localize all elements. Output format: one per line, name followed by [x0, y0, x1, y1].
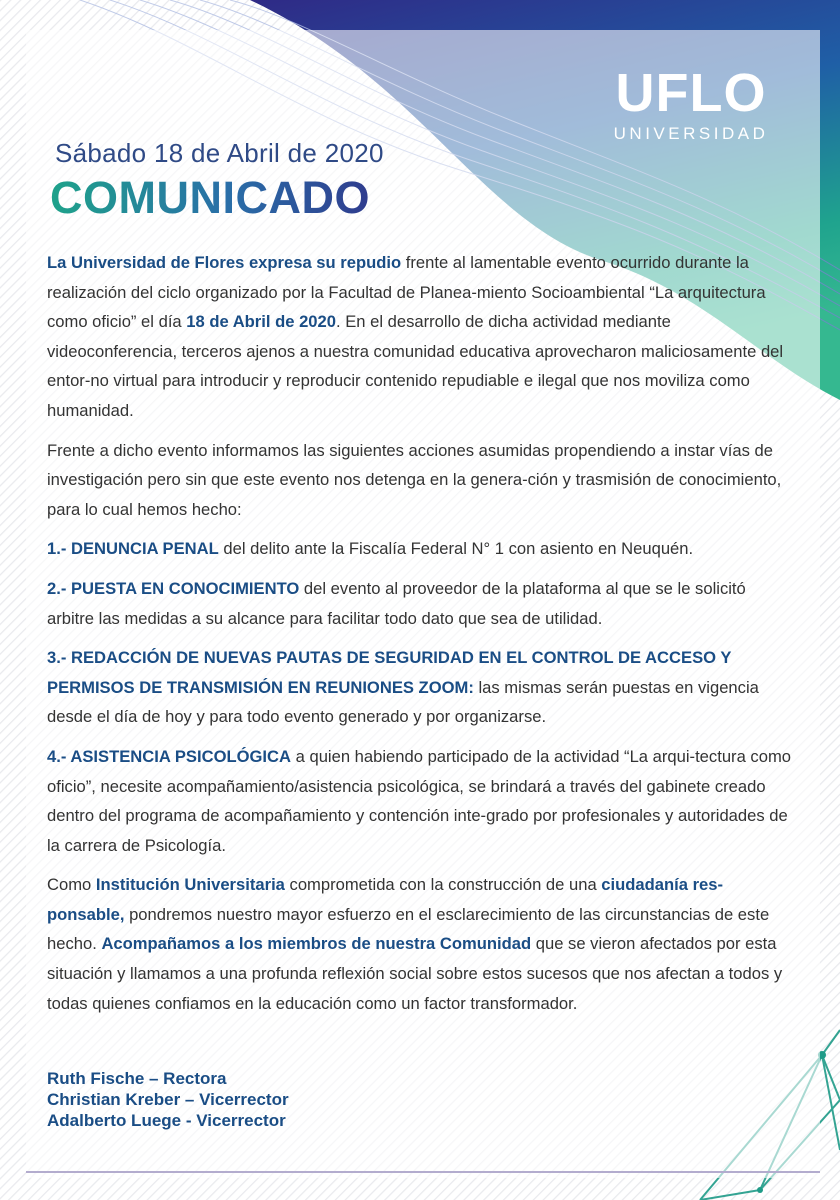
- action-item-2-title: 2.- PUESTA EN CONOCIMIENTO: [47, 578, 300, 598]
- document-body: [47, 248, 792, 1026]
- document-date: Sábado 18 de Abril de 2020: [55, 138, 384, 168]
- signature-line: Ruth Fische – Rectora: [47, 1069, 227, 1088]
- page-title: COMUNICADO: [50, 172, 370, 223]
- action-item-2-text: del evento al proveedor de la plataforma al que se le solicitó arbitre las medidas a su alcance para facilitar todo dato que sea de utilidad.: [47, 578, 746, 628]
- intro-text-2: . En el desarrollo de dicha actividad mediante videoconferencia, terceros ajenos a nuestra comunidad educativa aprovecharon maliciosamente del entor-no virtual para introducir y reproducir contenido repudiable e ilegal que nos moviliza como humanidad.: [47, 312, 784, 420]
- action-item-3: [47, 643, 792, 732]
- intro-highlight: La Universidad de Flores expresa su repudio: [47, 253, 402, 272]
- action-item-3-title: 3.- REDACCIÓN DE NUEVAS PAUTAS DE SEGURIDAD EN EL CONTROL DE ACCESO Y PERMISOS DE TRANSMISIÓN EN REUNIONES ZOOM:: [47, 648, 732, 697]
- closing-text-2: comprometida con la construcción de una: [284, 875, 602, 895]
- signature-line: Adalberto Luege - Vicerrector: [47, 1111, 286, 1130]
- action-item-3-text: las mismas serán puestas en vigencia desde el día de hoy y para todo evento generado y por organizarse.: [47, 677, 759, 727]
- closing-text-4: que se vieron afectados por esta situación y llamamos a una profunda reflexión social sobre estos sucesos que nos afectan a todos y todas quienes confiamos en la educación como un factor transformador.: [47, 934, 783, 1013]
- closing-text-1: Como: [47, 875, 96, 895]
- action-item-1: [47, 534, 792, 564]
- closing-paragraph: [47, 870, 792, 1018]
- closing-highlight-3: Acompañamos a los miembros de nuestra Comunidad: [101, 934, 532, 954]
- intro-date-highlight: 18 de Abril de 2020: [186, 312, 336, 332]
- intro-paragraph: [47, 248, 792, 426]
- uflo-logo: [604, 63, 778, 144]
- actions-intro-paragraph: Frente a dicho evento informamos las siguientes acciones asumidas propendiendo a instar vías de investigación pero sin que este evento nos detenga en la genera-ción y trasmisión de conocimiento, para lo cual hemos hecho:: [47, 440, 782, 519]
- action-item-2: [47, 574, 792, 633]
- intro-text-1: frente al lamentable evento ocurrido durante la realización del ciclo organizado por la Facultad de Planea-miento Socioambiental “La arquitectura como oficio” el día: [47, 253, 766, 332]
- action-item-4-title: 4.- ASISTENCIA PSICOLÓGICA: [47, 746, 292, 766]
- action-item-1-text: del delito ante la Fiscalía Federal N° 1 con asiento en Neuquén.: [218, 539, 694, 559]
- logo-subtitle: UNIVERSIDAD: [613, 124, 769, 143]
- logo-wordmark: UFLO: [615, 63, 767, 123]
- closing-highlight-1: Institución Universitaria: [95, 875, 285, 895]
- closing-highlight-2: ciudadanía res-ponsable,: [47, 875, 724, 924]
- action-item-1-title: 1.- DENUNCIA PENAL: [47, 539, 219, 559]
- closing-text-3: pondremos nuestro mayor esfuerzo en el esclarecimiento de las circunstancias de este hecho.: [47, 904, 770, 954]
- action-item-4: [47, 742, 792, 860]
- signature-block: [47, 1068, 289, 1131]
- signature-line: Christian Kreber – Vicerrector: [47, 1090, 289, 1109]
- action-item-4-text: a quien habiendo participado de la actividad “La arqui-tectura como oficio”, necesite acompañamiento/asistencia psicológica, se brindará a través del gabinete creado dentro del programa de acompañamiento y contención inte-grado por profesionales y autoridades de la carrera de Psicología.: [47, 746, 791, 855]
